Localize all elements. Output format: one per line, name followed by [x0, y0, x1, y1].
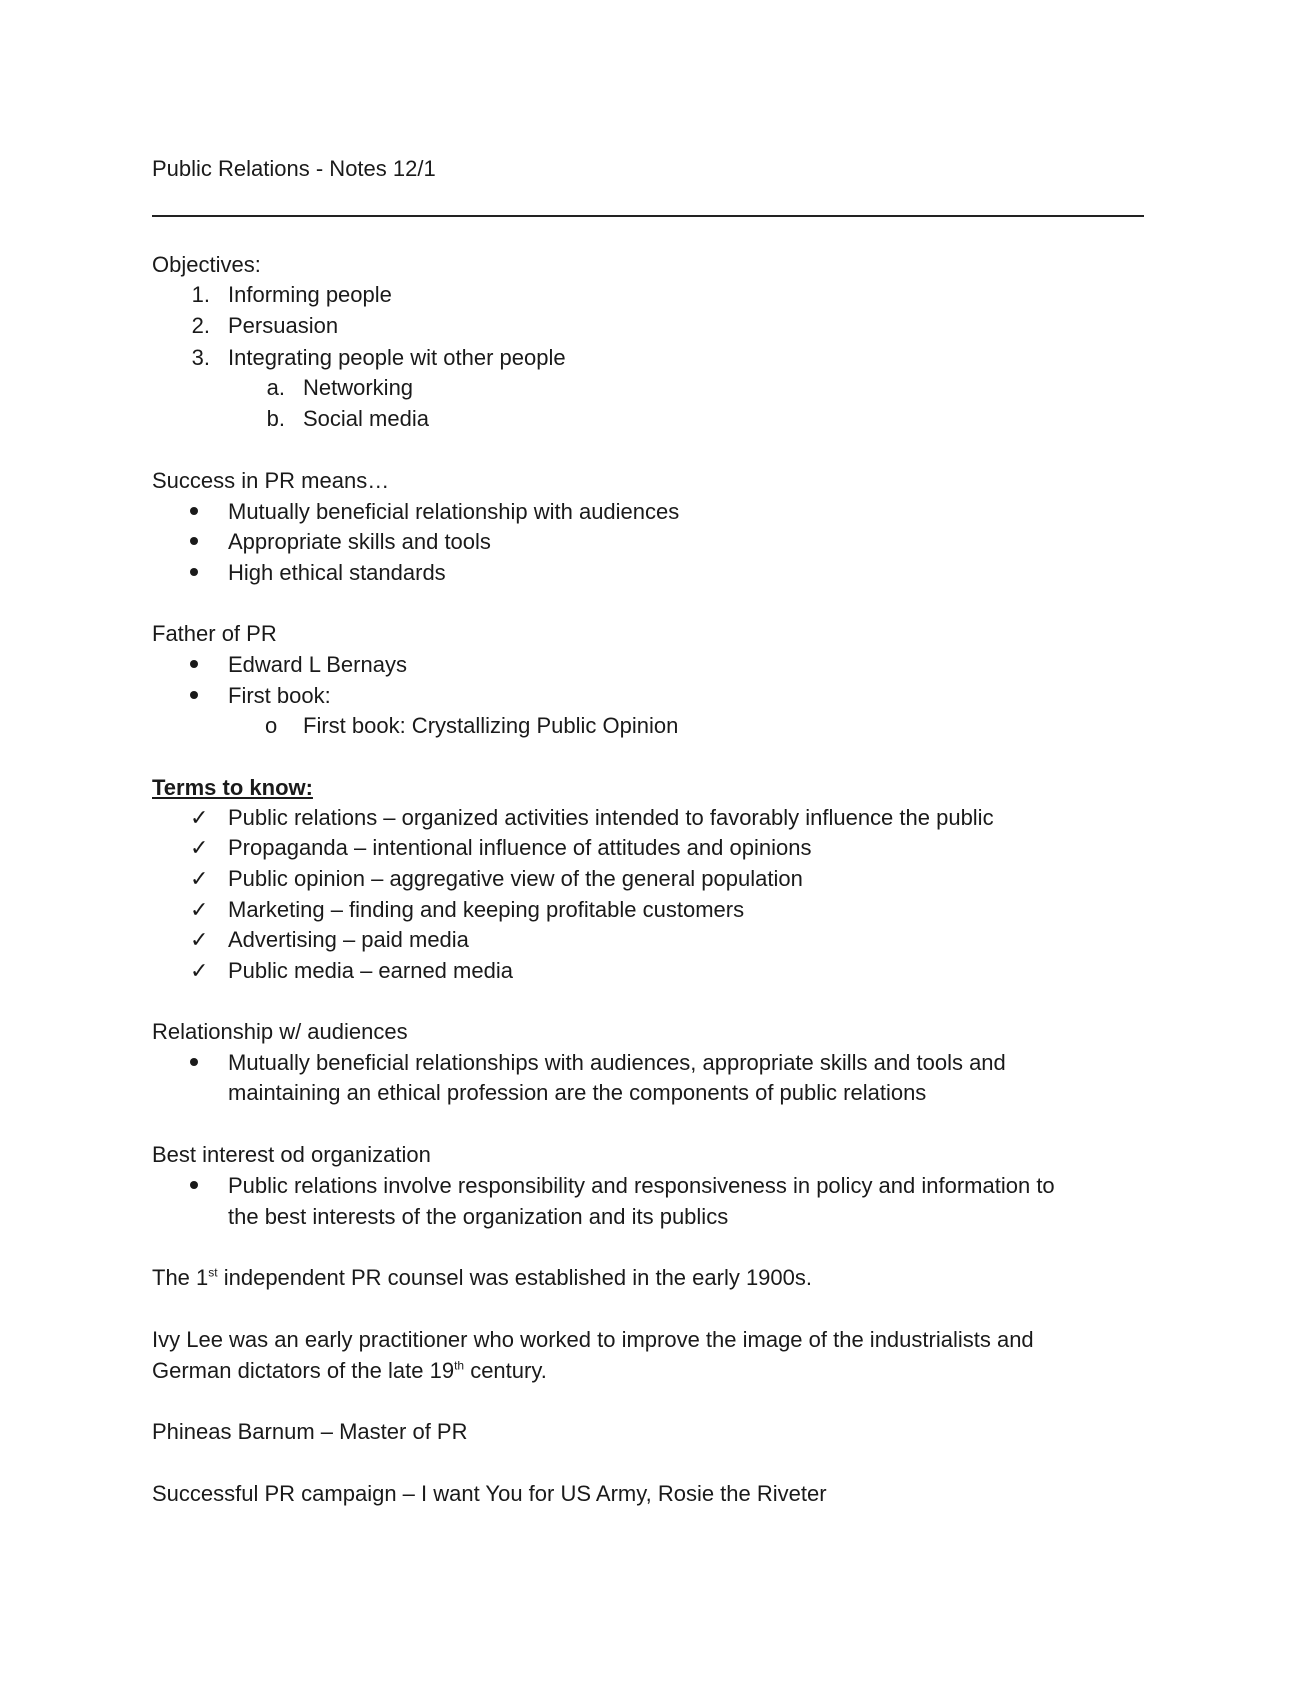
- paragraph-line: maintaining an ethical profession are the components of public relations: [228, 1080, 927, 1105]
- counsel-paragraph: [152, 1263, 812, 1293]
- list-item: Informing people: [228, 282, 392, 307]
- objectives-heading: Objectives:: [152, 252, 261, 277]
- ivy-text-pre: German dictators of the late 19: [152, 1358, 455, 1383]
- list-item: Networking: [303, 375, 414, 400]
- bullet-icon: [190, 537, 198, 545]
- list-item: Propaganda – intentional influence of attitudes and opinions: [228, 835, 812, 860]
- bullet-icon: [190, 1058, 198, 1066]
- best-interest-heading: Best interest od organization: [152, 1142, 431, 1167]
- list-item: Advertising – paid media: [228, 927, 469, 952]
- success-heading: Success in PR means…: [152, 468, 390, 493]
- bullet-icon: [190, 691, 198, 699]
- bullet-icon: [190, 1181, 198, 1189]
- ivy-text-post: century.: [464, 1358, 547, 1383]
- list-item: Marketing – finding and keeping profitable customers: [228, 897, 745, 922]
- bullet-icon: [190, 507, 198, 515]
- paragraph-line: Mutually beneficial relationships with audiences, appropriate skills and tools and: [228, 1050, 1006, 1075]
- list-item: Persuasion: [228, 313, 339, 338]
- counsel-text-pre: The 1: [152, 1265, 209, 1290]
- list-marker: b.: [266, 406, 285, 431]
- bullet-icon: [190, 568, 198, 576]
- checkmark-icon: ✓: [190, 805, 209, 830]
- list-item: Public media – earned media: [228, 958, 513, 983]
- paragraph-line: Public relations involve responsibility and responsiveness in policy and information to: [228, 1173, 1055, 1198]
- list-item: Integrating people wit other people: [228, 345, 566, 370]
- ivy-superscript: th: [454, 1358, 465, 1373]
- checkmark-icon: ✓: [190, 835, 209, 860]
- list-item: Public relations – organized activities intended to favorably influence the public: [228, 805, 994, 830]
- bullet-icon: [190, 660, 198, 668]
- list-item: Public opinion – aggregative view of the general population: [228, 866, 803, 891]
- list-item: First book: Crystallizing Public Opinion: [303, 713, 679, 738]
- checkmark-icon: ✓: [190, 958, 209, 983]
- ivy-lee-line-1: Ivy Lee was an early practitioner who worked to improve the image of the industrialists and: [152, 1327, 1034, 1352]
- counsel-superscript: st: [208, 1265, 218, 1280]
- list-marker: 1.: [191, 282, 210, 307]
- campaign-line: Successful PR campaign – I want You for US Army, Rosie the Riveter: [152, 1481, 827, 1506]
- ivy-lee-line-2: [152, 1356, 547, 1386]
- title-divider: [152, 215, 1144, 217]
- counsel-text-post: independent PR counsel was established in the early 1900s.: [217, 1265, 812, 1290]
- relationship-heading: Relationship w/ audiences: [152, 1019, 408, 1044]
- list-item: Social media: [303, 406, 429, 431]
- list-item: Edward L Bernays: [228, 652, 407, 677]
- checkmark-icon: ✓: [190, 897, 209, 922]
- father-heading: Father of PR: [152, 621, 277, 646]
- barnum-line: Phineas Barnum – Master of PR: [152, 1419, 468, 1444]
- list-marker: 2.: [191, 313, 210, 338]
- terms-heading: Terms to know:: [152, 775, 313, 800]
- list-item: Appropriate skills and tools: [228, 529, 491, 554]
- list-item: Mutually beneficial relationship with audiences: [228, 499, 680, 524]
- paragraph-line: the best interests of the organization and its publics: [228, 1204, 729, 1229]
- circle-bullet-icon: o: [265, 713, 278, 738]
- list-item: High ethical standards: [228, 560, 446, 585]
- list-marker: 3.: [191, 345, 210, 370]
- checkmark-icon: ✓: [190, 866, 209, 891]
- page-title: Public Relations - Notes 12/1: [152, 156, 436, 181]
- checkmark-icon: ✓: [190, 927, 209, 952]
- list-marker: a.: [266, 375, 285, 400]
- list-item: First book:: [228, 683, 331, 708]
